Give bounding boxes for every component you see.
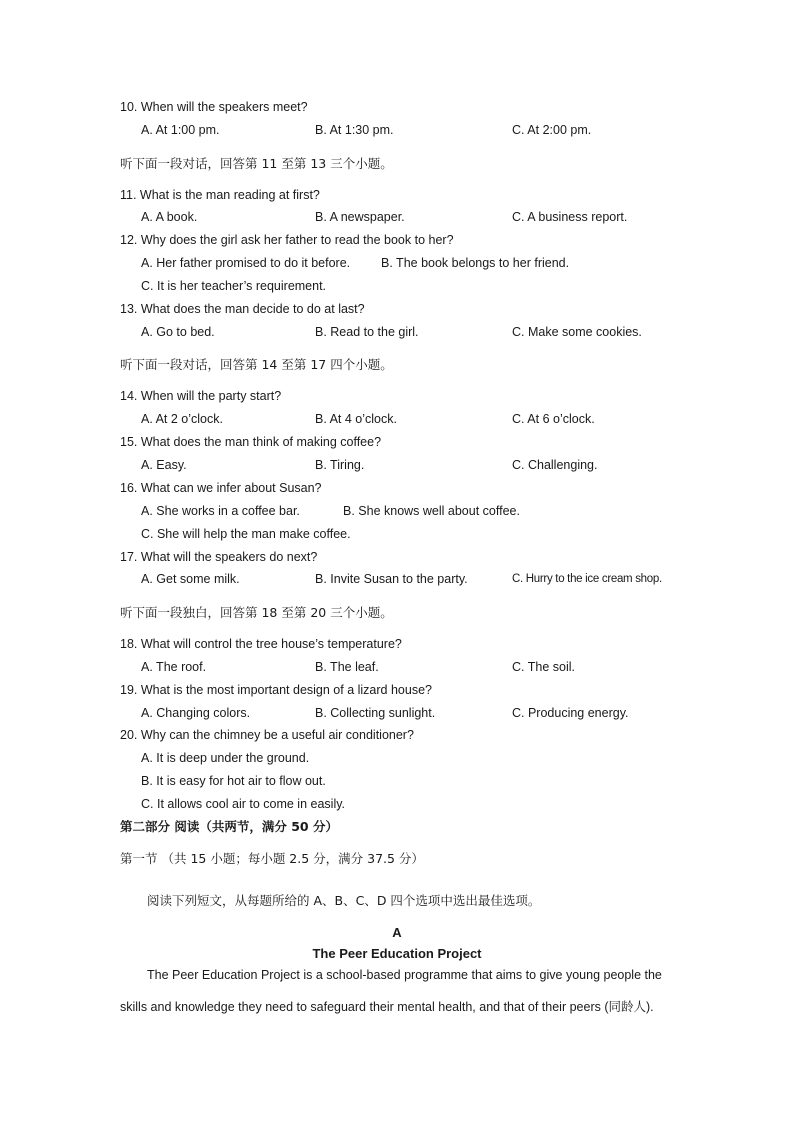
q14-option-b: B. At 4 o’clock. — [315, 412, 397, 426]
q13-option-b: B. Read to the girl. — [315, 325, 419, 339]
q11-option-a: A. A book. — [141, 210, 198, 224]
q10-option-b: B. At 1:30 pm. — [315, 123, 394, 137]
q16-option-a: A. She works in a coffee bar. — [141, 504, 300, 518]
passage-paragraph-line-2: skills and knowledge they need to safeguard their mental health, and that of their peers (同龄人). — [120, 1000, 654, 1014]
q19-option-a: A. Changing colors. — [141, 706, 251, 720]
q12-option-a: A. Her father promised to do it before. — [141, 256, 351, 270]
q17-option-b: B. Invite Susan to the party. — [315, 572, 468, 586]
section-1-title: 第一节 （共 15 小题；每小题 2.5 分，满分 37.5 分） — [120, 851, 424, 866]
q14-option-c: C. At 6 o’clock. — [512, 412, 595, 426]
question-11: 11. What is the man reading at first? — [120, 188, 320, 202]
q16-option-c: C. She will help the man make coffee. — [141, 527, 351, 541]
question-16: 16. What can we infer about Susan? — [120, 481, 322, 495]
q10-option-c: C. At 2:00 pm. — [512, 123, 592, 137]
question-14: 14. When will the party start? — [120, 389, 282, 403]
q14-option-a: A. At 2 o’clock. — [141, 412, 223, 426]
question-15: 15. What does the man think of making coffee? — [120, 435, 382, 449]
q18-option-b: B. The leaf. — [315, 660, 379, 674]
question-20: 20. Why can the chimney be a useful air conditioner? — [120, 728, 414, 742]
q19-option-b: B. Collecting sunlight. — [315, 706, 436, 720]
q13-option-c: C. Make some cookies. — [512, 325, 642, 339]
q11-option-b: B. A newspaper. — [315, 210, 405, 224]
passage-paragraph-line-1: The Peer Education Project is a school-based programme that aims to give young people the — [147, 968, 662, 982]
question-17: 17. What will the speakers do next? — [120, 550, 318, 564]
question-10: 10. When will the speakers meet? — [120, 100, 308, 114]
q18-option-a: A. The roof. — [141, 660, 207, 674]
q20-option-c: C. It allows cool air to come in easily. — [141, 797, 346, 811]
question-18: 18. What will control the tree house’s temperature? — [120, 637, 402, 651]
q17-option-a: A. Get some milk. — [141, 572, 240, 586]
q12-option-c: C. It is her teacher’s requirement. — [141, 279, 327, 293]
q15-option-a: A. Easy. — [141, 458, 187, 472]
q16-option-b: B. She knows well about coffee. — [343, 504, 520, 518]
q13-option-a: A. Go to bed. — [141, 325, 215, 339]
section-heading-14-17: 听下面一段对话，回答第 14 至第 17 四个小题。 — [120, 357, 393, 372]
section-heading-18-20: 听下面一段独白，回答第 18 至第 20 三个小题。 — [120, 605, 393, 620]
q12-option-b: B. The book belongs to her friend. — [381, 256, 570, 270]
passage-letter: A — [392, 925, 402, 940]
part-2-title: 第二部分 阅读（共两节，满分 50 分） — [120, 819, 338, 834]
q11-option-c: C. A business report. — [512, 210, 628, 224]
q18-option-c: C. The soil. — [512, 660, 575, 674]
question-13: 13. What does the man decide to do at last? — [120, 302, 365, 316]
q20-option-a: A. It is deep under the ground. — [141, 751, 310, 765]
q10-option-a: A. At 1:00 pm. — [141, 123, 220, 137]
q20-option-b: B. It is easy for hot air to flow out. — [141, 774, 326, 788]
q15-option-c: C. Challenging. — [512, 458, 598, 472]
q15-option-b: B. Tiring. — [315, 458, 365, 472]
section-heading-11-13: 听下面一段对话，回答第 11 至第 13 三个小题。 — [120, 156, 393, 171]
reading-instructions: 阅读下列短文，从每题所给的 A、B、C、D 四个选项中选出最佳选项。 — [147, 893, 541, 908]
q17-option-c: C. Hurry to the ice cream shop. — [512, 573, 662, 585]
question-12: 12. Why does the girl ask her father to read the book to her? — [120, 233, 454, 247]
passage-title: The Peer Education Project — [312, 946, 482, 961]
q19-option-c: C. Producing energy. — [512, 706, 629, 720]
question-19: 19. What is the most important design of a lizard house? — [120, 683, 432, 697]
